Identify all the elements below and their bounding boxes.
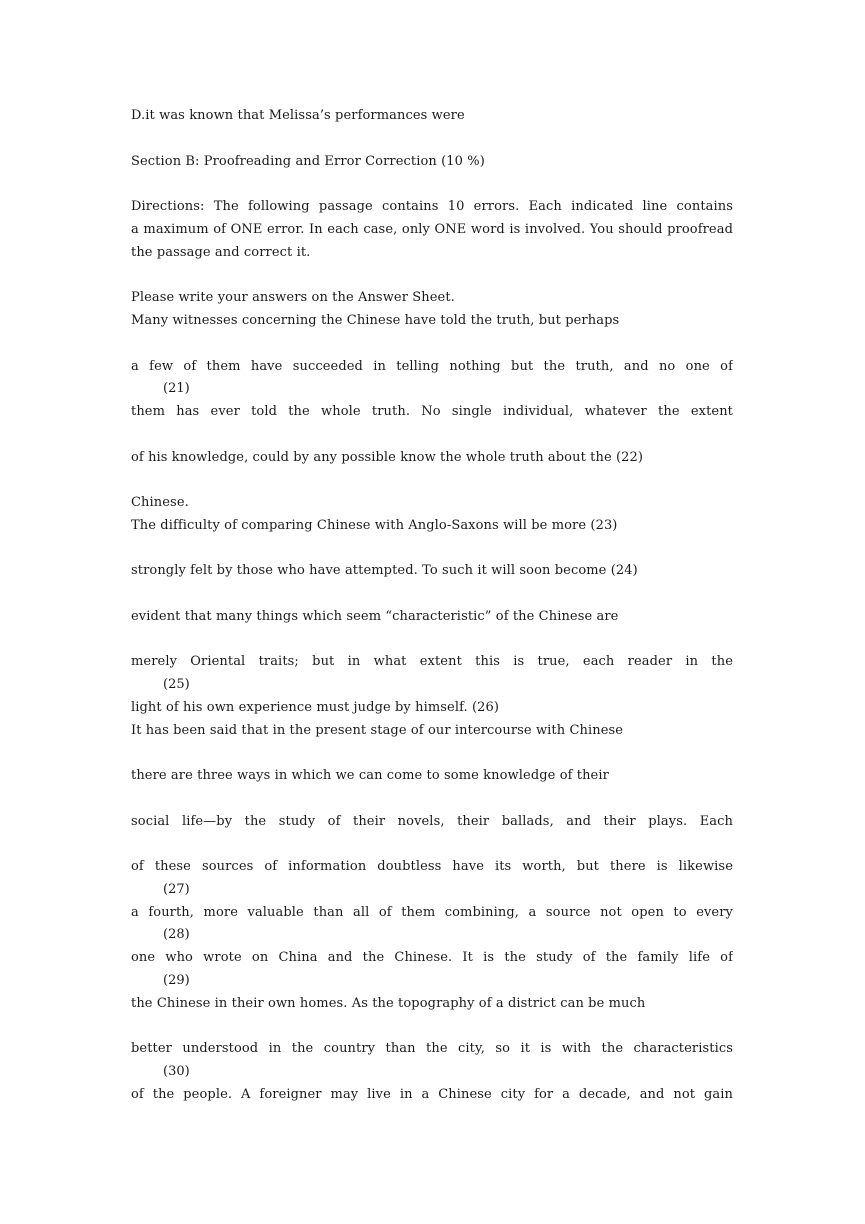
passage-line: The difficulty of comparing Chinese with Anglo-Saxons will be more (23) xyxy=(131,518,618,533)
passage-line: merely Oriental traits; but in what extent this is true, each reader in the xyxy=(131,654,733,669)
passage-line: them has ever told the whole truth. No single individual, whatever the extent xyxy=(131,404,733,419)
section-heading: Section B: Proofreading and Error Correction (10 %) xyxy=(131,154,485,169)
passage-line: It has been said that in the present stage of our intercourse with Chinese xyxy=(131,723,624,738)
line-marker: (28) xyxy=(163,927,190,942)
passage-line: social life—by the study of their novels, their ballads, and their plays. Each xyxy=(131,814,733,829)
passage-line: better understood in the country than the city, so it is with the characteristics xyxy=(131,1041,733,1056)
line-marker: (30) xyxy=(163,1064,190,1079)
directions-line-3: the passage and correct it. xyxy=(131,245,311,260)
line-marker: (27) xyxy=(163,882,190,897)
answer-instruction: Please write your answers on the Answer Sheet. xyxy=(131,290,455,305)
passage-line: of the people. A foreigner may live in a Chinese city for a decade, and not gain xyxy=(131,1087,733,1102)
passage-line: there are three ways in which we can come to some knowledge of their xyxy=(131,768,609,783)
passage-line: of his knowledge, could by any possible know the whole truth about the (22) xyxy=(131,450,644,465)
passage-line: light of his own experience must judge by himself. (26) xyxy=(131,700,500,715)
passage-line: strongly felt by those who have attempted. To such it will soon become (24) xyxy=(131,563,638,578)
passage-line: evident that many things which seem “characteristic” of the Chinese are xyxy=(131,609,619,624)
passage-line: the Chinese in their own homes. As the topography of a district can be much xyxy=(131,996,646,1011)
passage-line: Many witnesses concerning the Chinese have told the truth, but perhaps xyxy=(131,313,620,328)
line-marker: (25) xyxy=(163,677,190,692)
passage-line: Chinese. xyxy=(131,495,189,510)
directions-line-2: a maximum of ONE error. In each case, only ONE word is involved. You should proofread xyxy=(131,222,733,237)
option-d-line: D.it was known that Melissa’s performances were xyxy=(131,108,465,123)
passage-line: one who wrote on China and the Chinese. It is the study of the family life of xyxy=(131,950,733,965)
directions-line-1: Directions: The following passage contains 10 errors. Each indicated line contains xyxy=(131,199,733,214)
line-marker: (29) xyxy=(163,973,190,988)
line-marker: (21) xyxy=(163,381,190,396)
passage-line: a few of them have succeeded in telling nothing but the truth, and no one of xyxy=(131,359,733,374)
passage-line: a fourth, more valuable than all of them combining, a source not open to every xyxy=(131,905,733,920)
passage-line: of these sources of information doubtless have its worth, but there is likewise xyxy=(131,859,733,874)
